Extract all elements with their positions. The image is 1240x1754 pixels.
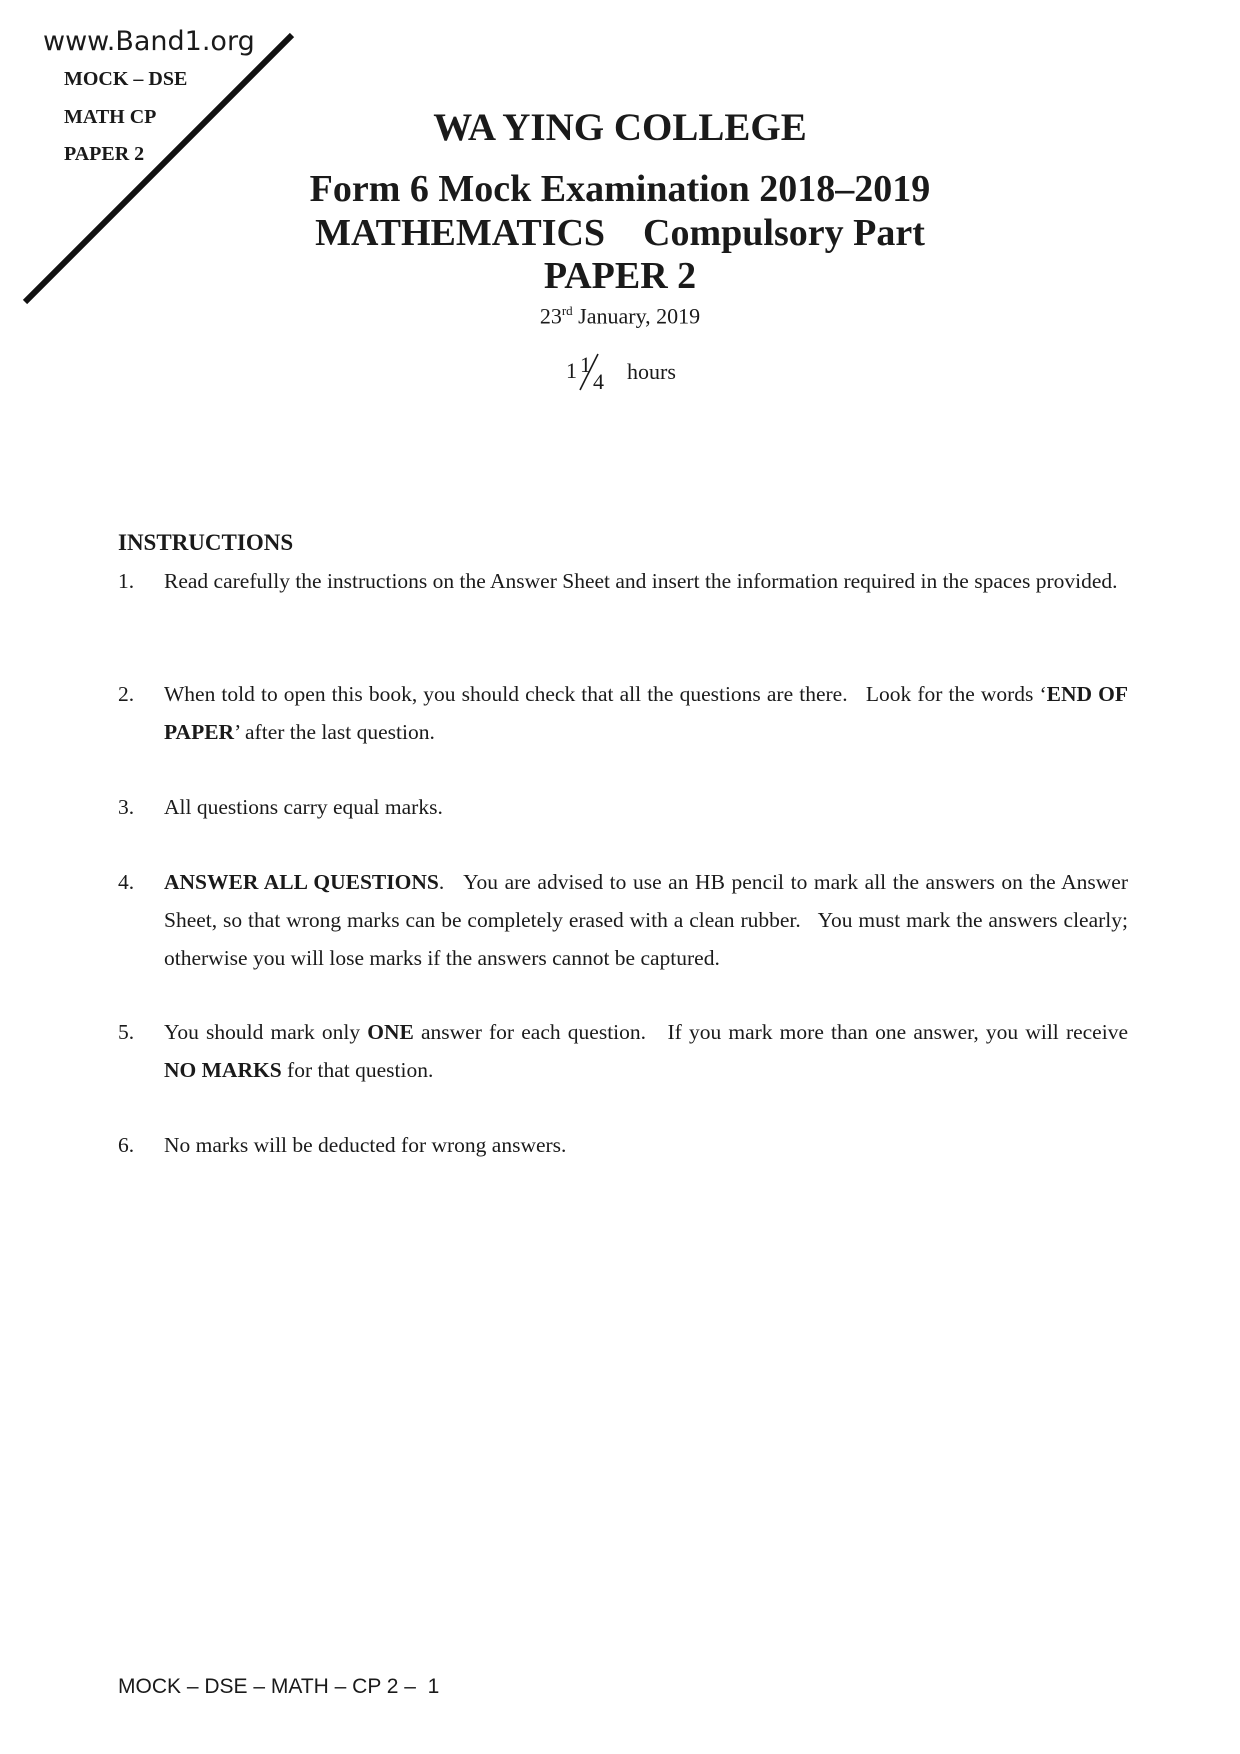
instruction-number: 1. [118,569,135,593]
instruction-emphasis: ONE [367,1020,414,1044]
corner-label-mock-dse: MOCK – DSE [64,68,188,90]
instruction-text-part: . You are advised to use an HB pencil to mark all the answers on the Answer Sheet, so that wrong marks can be completely erased with a clean rubber. You must mark the answers clearly; otherwise you will lose marks if the answers cannot be captured. [164,870,1134,970]
instruction-number: 5. [118,1020,135,1044]
instruction-item [118,1013,1134,1089]
date-rest: January, 2019 [572,303,701,329]
corner-label-paper: PAPER 2 [64,143,145,165]
instruction-item [118,788,1128,826]
duration-denominator: 4 [593,369,604,394]
subject-title: MATHEMATICS Compulsory Part [315,212,925,254]
instruction-text [164,1013,1134,1089]
duration-whole: 1 [566,358,577,383]
instruction-emphasis: END OF PAPER [164,682,1128,744]
watermark-url: www.Band1.org [43,26,255,57]
instruction-text-part: When told to open this book, you should check that all the questions are there. Look for the words ‘ [164,682,1047,706]
date-day: 23 [539,303,562,329]
school-name: WA YING COLLEGE [433,106,807,149]
instruction-text-part: You should mark only [164,1020,368,1044]
instruction-text-part: for that question. [281,1058,434,1082]
exam-date [0,303,1240,329]
duration-unit: hours [627,359,676,384]
instruction-text-part: answer for each question. If you mark more than one answer, you will receive [413,1020,1134,1044]
instruction-text: Read carefully the instructions on the Answer Sheet and insert the information required in the spaces provided. [164,569,1118,593]
instruction-text-part: ’ after the last question. [234,720,435,744]
instruction-text [164,675,1128,751]
instructions-heading: INSTRUCTIONS [118,530,294,555]
instruction-number: 2. [118,682,135,706]
instruction-text [164,863,1134,977]
duration-numerator: 1 [580,352,591,377]
instruction-item [118,863,1134,977]
paper-title: PAPER 2 [543,255,697,297]
page-footer: MOCK – DSE – MATH – CP 2 – 1 [118,1675,440,1698]
corner-label-math-cp: MATH CP [64,106,157,128]
instruction-text: No marks will be deducted for wrong answers. [164,1133,567,1157]
instruction-number: 3. [118,795,135,819]
instruction-number: 6. [118,1133,135,1157]
date-suffix: rd [561,303,573,318]
instruction-item [118,562,1128,600]
exam-title: Form 6 Mock Examination 2018–2019 [309,168,931,210]
instruction-number: 4. [118,870,135,894]
instruction-item [118,1126,1128,1164]
instruction-text: All questions carry equal marks. [164,795,443,819]
instruction-item [118,675,1128,751]
instruction-emphasis: ANSWER ALL QUESTIONS [164,870,439,894]
instruction-emphasis: NO MARKS [164,1058,282,1082]
